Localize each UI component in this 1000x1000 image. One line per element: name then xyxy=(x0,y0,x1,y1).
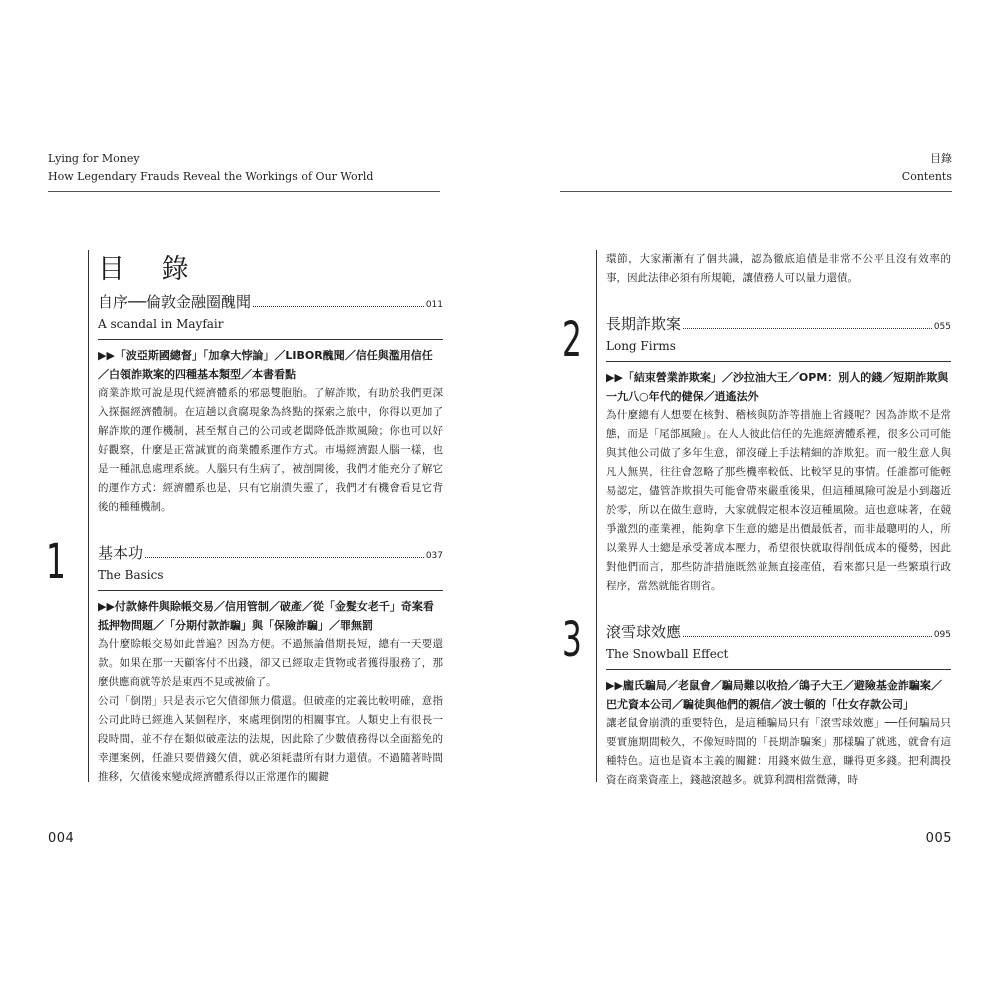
book-subtitle-header: How Legendary Frauds Reveal the Workings of Our World xyxy=(48,170,374,183)
leader-dots xyxy=(253,306,424,307)
chapter-number-2: 2 xyxy=(562,312,582,368)
toc-entry-preface[interactable] xyxy=(98,292,443,340)
entry-page-number: 095 xyxy=(933,630,951,640)
leader-dots xyxy=(145,557,424,558)
toc-vertical-rule-right xyxy=(596,250,597,782)
toc-vertical-rule-left xyxy=(88,250,89,782)
chapter-number-1: 1 xyxy=(46,534,66,590)
entry-english-title: The Basics xyxy=(98,566,443,591)
summary-paragraph: 環節，大家漸漸有了個共識，認為徹底追債是非常不公平且沒有效率的事，因此法律必須有所規範，讓債務人可以量力還債。 xyxy=(606,253,951,284)
left-content xyxy=(98,250,443,787)
entry-title: 滾雪球效應 xyxy=(606,623,682,641)
entry-summary xyxy=(98,635,443,787)
entry-summary xyxy=(98,384,443,517)
entry-page-number: 037 xyxy=(425,551,443,561)
header-rule-left xyxy=(48,191,440,192)
book-title-header: Lying for Money xyxy=(48,152,140,165)
header-rule-right xyxy=(560,191,952,192)
leader-dots xyxy=(683,636,932,637)
summary-paragraph: 為什麼總有人想要在核對、稽核與防詐等措施上省錢呢？因為詐欺不是常態，而是「尾部風險」。在人人彼此信任的先進經濟體系裡，很多公司可能與其他公司做了多年生意，卻沒碰上手法精細的詐欺犯。而一般生意人與凡人無異，往往會忽略了那些機率較低、比較罕見的事情。任誰都可能輕易認定，儘管詐欺損失可能會帶來嚴重後果，但這種風險可說是小到趨近於零，所以在做生意時，大家就假定根本沒這種風險。這也意味著，在競爭激烈的產業裡，能夠拿下生意的總是出價最低者，而非最聰明的人，所以業界人士總是承受著成本壓力，希望很快就取得削低成本的優勢，因此對他們而言，那些防詐措施既然並無直接產值，看來都只是一些繁瑣行政程序，當然就能省則省。 xyxy=(606,409,951,592)
page-number-left: 004 xyxy=(48,831,75,846)
entry-english-title: The Snowball Effect xyxy=(606,645,951,670)
carry-over-text xyxy=(606,250,951,288)
right-page xyxy=(500,0,1000,1000)
entry-topics: ▶▶付款條件與賒帳交易／信用管制／破產／從「金髮女老千」奇案看抵押物問題／「分期付款詐騙」與「保險詐騙」／罪無罰 xyxy=(98,600,434,632)
summary-paragraph: 讓老鼠會崩潰的重要特色，是這種騙局只有「滾雪球效應」──任何騙局只要實施期間較久，不像短時間的「長期詐騙案」那樣騙了就逃，就會有這種特色。這也是資本主義的關鍵：用錢來做生意，賺得更多錢。把利潤投資在商業資產上，錢越滾越多。就算利潤相當微薄，時 xyxy=(606,717,951,786)
right-content xyxy=(606,250,951,790)
entry-topics: ▶▶「波亞斯國總督」「加拿大悖論」／LIBOR醜聞／信任與濫用信任／白領詐欺案的四種基本類型／本書看點 xyxy=(98,349,433,381)
toc-entry-chapter-1[interactable] xyxy=(98,543,443,591)
page-number-right: 005 xyxy=(925,831,952,846)
entry-topics: ▶▶「結束營業詐欺案」／沙拉油大王／OPM：別人的錢／短期詐欺與一九八○年代的健保／逍遙法外 xyxy=(606,371,949,403)
running-header-right xyxy=(902,150,952,186)
leader-dots xyxy=(683,328,932,329)
entry-title: 長期詐欺案 xyxy=(606,315,682,333)
running-header-left xyxy=(48,150,373,186)
toc-entry-chapter-3[interactable] xyxy=(606,622,951,670)
contents-header-en: Contents xyxy=(901,170,952,183)
entry-page-number: 055 xyxy=(933,322,951,332)
contents-header-zh: 目錄 xyxy=(930,152,952,165)
entry-english-title: A scandal in Mayfair xyxy=(98,315,443,340)
entry-title: 基本功 xyxy=(98,544,144,562)
chapter-number-3: 3 xyxy=(562,612,582,668)
entry-topics: ▶▶龐氏騙局／老鼠會／騙局難以收拾／鴿子大王／避險基金詐騙案／巴尤資本公司／騙徒與他們的親信／波士頓的「仕女存款公司」 xyxy=(606,679,942,711)
entry-summary xyxy=(606,714,951,790)
summary-paragraph: 商業詐欺可說是現代經濟體系的邪惡雙胞胎。了解詐欺，有助於我們更深入探掘經濟體制。在這趟以貪腐現象為終點的探索之旅中，你得以更加了解詐欺的運作機制，甚至幫自己的公司或老闆降低詐欺風險；你也可以好好觀察，什麼是正當誠實的商業體系運作方式。市場經濟跟人腦一樣，也是一種訊息處理系統。人腦只有生病了，被剖開後，我們才能充分了解它的運作方式：經濟體系也是，只有它崩潰失靈了，我們才有機會看見它背後的種種機制。 xyxy=(98,387,443,513)
entry-page-number: 011 xyxy=(425,300,443,310)
entry-title: 自序──倫敦金融圈醜聞 xyxy=(98,293,252,311)
summary-paragraph: 公司「倒閉」只是表示它欠債卻無力償還。但破產的定義比較明確，意指公司此時已經進入某個程序，來處理倒閉的相關事宜。人類史上有很長一段時間，並不存在類似破產法的法規，因此除了少數債務得以全面豁免的幸運案例，任誰只要借錢欠債，就必須耗盡所有財力還債。不過隨著時間推移，欠債後來變成經濟體系得以正常運作的關鍵 xyxy=(98,695,443,783)
summary-paragraph: 為什麼賒帳交易如此普遍？因為方便。不過無論借期長短，總有一天要還款。如果在那一天顧客付不出錢，卻又已經取走貨物或者獲得服務了，那麼供應商就等於是東西不見或被偷了。 xyxy=(98,638,443,688)
entry-english-title: Long Firms xyxy=(606,337,951,362)
toc-entry-chapter-2[interactable] xyxy=(606,314,951,362)
entry-summary xyxy=(606,406,951,596)
toc-title: 目 錄 xyxy=(98,254,203,285)
